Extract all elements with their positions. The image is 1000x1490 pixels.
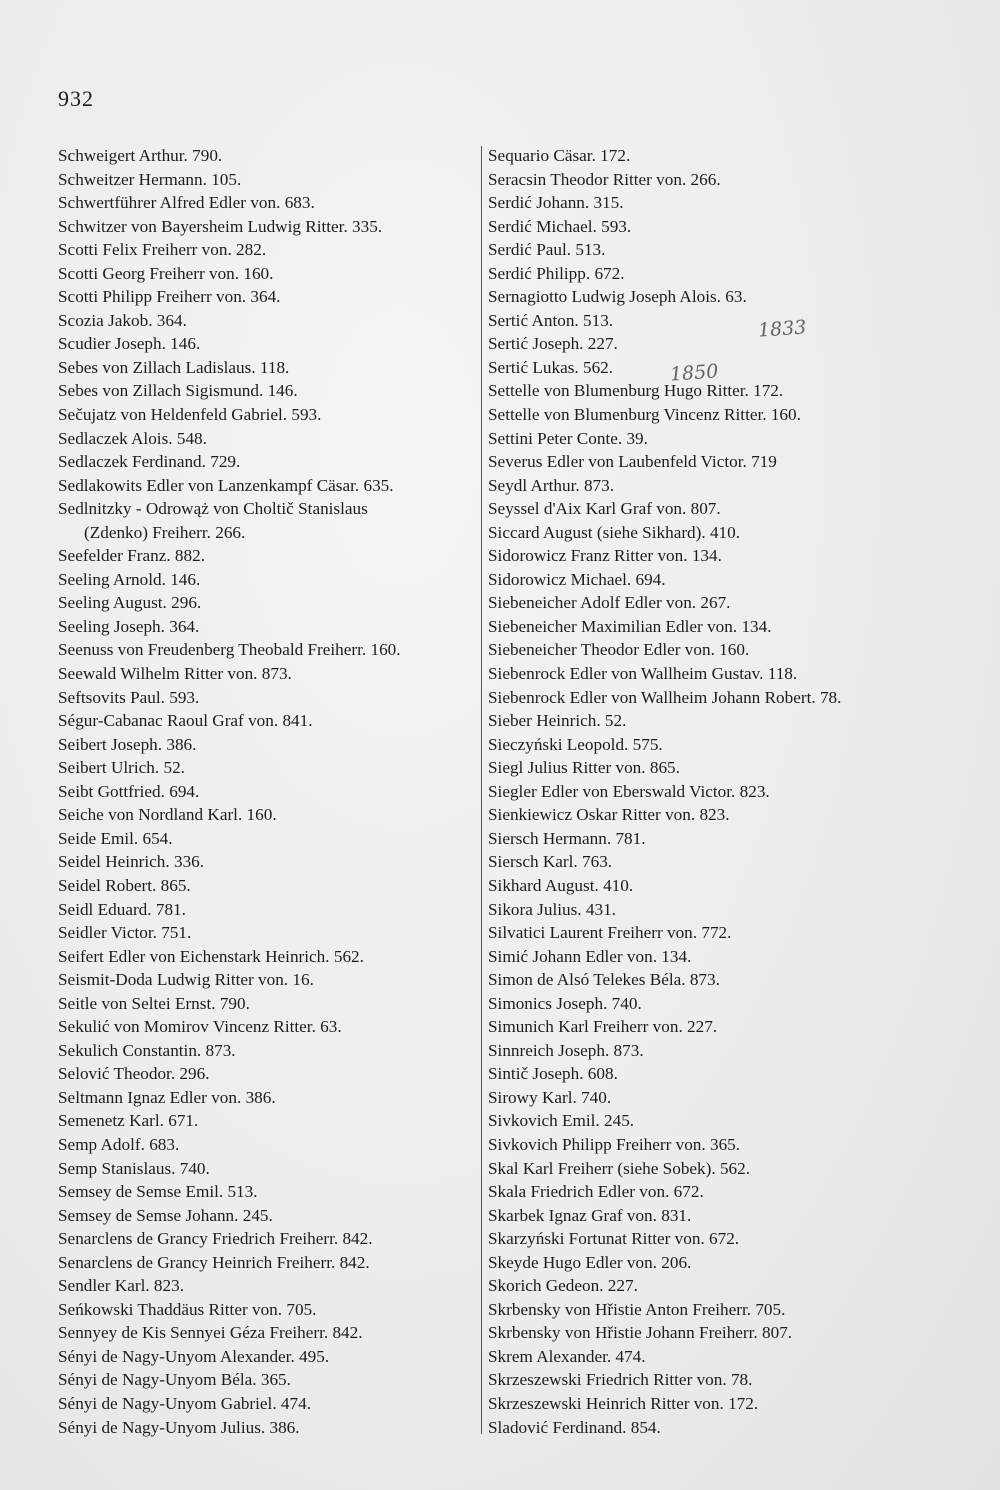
index-entry: Sényi de Nagy-Unyom Julius. 386. [58,1417,300,1437]
index-entry: Sivkovich Philipp Freiherr von. 365. [488,1134,741,1154]
index-entry: Skrbensky von Hřistie Anton Freiherr. 705. [488,1299,786,1319]
index-entry: Simić Johann Edler von. 134. [488,946,692,966]
index-entry: Sikora Julius. 431. [488,899,616,919]
index-entry: Sidorowicz Franz Ritter von. 134. [488,546,722,566]
index-entry: Senarclens de Grancy Heinrich Freiherr. 842. [58,1252,370,1272]
index-entry: Sieber Heinrich. 52. [488,711,627,731]
index-entry: Seiche von Nordland Karl. 160. [58,805,277,825]
index-entry: Sendler Karl. 823. [58,1276,185,1296]
index-entry: Seismit-Doda Ludwig Ritter von. 16. [58,970,314,990]
column-divider [481,146,482,1434]
index-entry: Seydl Arthur. 873. [488,475,615,495]
index-entry: Simunich Karl Freiherr von. 227. [488,1017,718,1037]
index-entry: Selović Theodor. 296. [58,1064,210,1084]
index-entry: Seewald Wilhelm Ritter von. 873. [58,664,292,684]
index-entry: Skrbensky von Hřistie Johann Freiherr. 807. [488,1323,793,1343]
index-column-right [488,144,958,1439]
index-entry: Sekulich Constantin. 873. [58,1040,236,1060]
index-entry: Semsey de Semse Johann. 245. [58,1205,273,1225]
index-entry: Serdić Paul. 513. [488,240,606,260]
index-entry: Seidl Eduard. 781. [58,899,186,919]
index-entry: Schwertführer Alfred Edler von. 683. [58,193,315,213]
index-entry: Skal Karl Freiherr (siehe Sobek). 562. [488,1158,751,1178]
index-entry: Ségur-Cabanac Raoul Graf von. 841. [58,711,313,731]
index-entry: Settelle von Blumenburg Hugo Ritter. 172. [488,381,784,401]
index-entry: Sikhard August. 410. [488,875,634,895]
index-entry: Sladović Ferdinand. 854. [488,1417,661,1437]
index-entry: Schweitzer Hermann. 105. [58,169,242,189]
index-entry: Sečujatz von Heldenfeld Gabriel. 593. [58,405,322,425]
index-entry: Seidel Robert. 865. [58,875,191,895]
index-entry: Sedlaczek Alois. 548. [58,428,207,448]
index-entry: Senarclens de Grancy Friedrich Freiherr. 842. [58,1229,373,1249]
index-entry: Sekulić von Momirov Vincenz Ritter. 63. [58,1017,342,1037]
index-entry: Sényi de Nagy-Unyom Gabriel. 474. [58,1393,311,1413]
index-column-left [58,144,476,1439]
index-entry: Sertić Anton. 513. [488,310,614,330]
index-entry: Sintič Joseph. 608. [488,1064,618,1084]
index-entry: Skala Friedrich Edler von. 672. [488,1182,704,1202]
index-entry: Sebes von Zillach Sigismund. 146. [58,381,298,401]
index-entry: Sidorowicz Michael. 694. [488,569,666,589]
index-entry: Skarbek Ignaz Graf von. 831. [488,1205,692,1225]
index-entry: Sényi de Nagy-Unyom Béla. 365. [58,1370,291,1390]
index-entry: Silvatici Laurent Freiherr von. 772. [488,923,732,943]
index-entry: Simon de Alsó Telekes Béla. 873. [488,970,720,990]
index-entry: Siebeneicher Maximilian Edler von. 134. [488,616,772,636]
index-entry: Settelle von Blumenburg Vincenz Ritter. 160. [488,405,801,425]
index-entry: Siebeneicher Theodor Edler von. 160. [488,640,750,660]
index-entry: Semp Stanislaus. 740. [58,1158,210,1178]
index-entry: Siegler Edler von Eberswald Victor. 823. [488,781,770,801]
index-entry: Seifert Edler von Eichenstark Heinrich. 562. [58,946,364,966]
index-entry: Siersch Hermann. 781. [488,828,646,848]
index-entry: Seftsovits Paul. 593. [58,687,200,707]
index-entry: Simonics Joseph. 740. [488,993,642,1013]
index-entry: Serdić Johann. 315. [488,193,624,213]
index-entry: Seracsin Theodor Ritter von. 266. [488,169,721,189]
index-entry: Seefelder Franz. 882. [58,546,205,566]
index-entry: Scotti Georg Freiherr von. 160. [58,263,274,283]
index-entry: Seide Emil. 654. [58,828,173,848]
index-entry: Schweigert Arthur. 790. [58,146,223,165]
index-entry: Sedlaczek Ferdinand. 729. [58,452,241,472]
index-entry: Sedlnitzky - Odrowąż von Choltič Stanislaus [58,499,368,519]
index-entry: Seeling Joseph. 364. [58,616,200,636]
index-entry: Seitle von Seltei Ernst. 790. [58,993,250,1013]
index-entry: Skarzyński Fortunat Ritter von. 672. [488,1229,740,1249]
index-entry: Scotti Philipp Freiherr von. 364. [58,287,281,307]
index-entry: Siebeneicher Adolf Edler von. 267. [488,593,731,613]
index-entry: Semp Adolf. 683. [58,1134,180,1154]
index-entry: Severus Edler von Laubenfeld Victor. 719 [488,452,777,472]
index-entry: Seeling Arnold. 146. [58,569,201,589]
index-entry: Scozia Jakob. 364. [58,310,187,330]
index-entry: Seibert Joseph. 386. [58,734,197,754]
index-entry: Semenetz Karl. 671. [58,1111,199,1131]
index-entry: Skrzeszewski Friedrich Ritter von. 78. [488,1370,753,1390]
index-entry: Sertić Lukas. 562. [488,357,614,377]
index-entry: Serdić Philipp. 672. [488,263,625,283]
index-entry: Sequario Cäsar. 172. [488,146,631,165]
index-entry: Siebenrock Edler von Wallheim Johann Robert. 78. [488,687,842,707]
index-entry: Serdić Michael. 593. [488,216,632,236]
index-entry: Seltmann Ignaz Edler von. 386. [58,1087,276,1107]
index-entry: Sieczyński Leopold. 575. [488,734,663,754]
index-entry: Settini Peter Conte. 39. [488,428,648,448]
index-entry: Seyssel d'Aix Karl Graf von. 807. [488,499,721,519]
index-entry: Seidler Victor. 751. [58,923,192,943]
index-entry: (Zdenko) Freiherr. 266. [84,522,246,542]
index-entry: Sinnreich Joseph. 873. [488,1040,644,1060]
index-entry: Skorich Gedeon. 227. [488,1276,638,1296]
index-entry: Semsey de Semse Emil. 513. [58,1182,258,1202]
index-entry: Seibt Gottfried. 694. [58,781,200,801]
index-entry: Skrem Alexander. 474. [488,1346,646,1366]
handwritten-note: 1833 [757,316,808,342]
index-entry: Seenuss von Freudenberg Theobald Freiherr. 160. [58,640,401,660]
index-entry: Sebes von Zillach Ladislaus. 118. [58,357,290,377]
index-entry: Sirowy Karl. 740. [488,1087,612,1107]
index-entry: Sertić Joseph. 227. [488,334,618,354]
index-entry: Sedlakowits Edler von Lanzenkampf Cäsar. 635. [58,475,394,495]
index-entry: Scotti Felix Freiherr von. 282. [58,240,267,260]
index-entry: Sienkiewicz Oskar Ritter von. 823. [488,805,730,825]
index-entry: Schwitzer von Bayersheim Ludwig Ritter. 335. [58,216,383,236]
page-number: 932 [58,86,94,111]
index-entry: Sennyey de Kis Sennyei Géza Freiherr. 842. [58,1323,363,1343]
index-entry: Siccard August (siehe Sikhard). 410. [488,522,741,542]
handwritten-note: 1850 [669,360,720,386]
index-entry: Scudier Joseph. 146. [58,334,201,354]
index-entry: Seidel Heinrich. 336. [58,852,205,872]
index-entry: Skeyde Hugo Edler von. 206. [488,1252,692,1272]
index-entry: Siegl Julius Ritter von. 865. [488,758,680,778]
index-entry: Siebenrock Edler von Wallheim Gustav. 118. [488,664,798,684]
index-entry: Skrzeszewski Heinrich Ritter von. 172. [488,1393,759,1413]
index-entry: Seeling August. 296. [58,593,202,613]
index-entry: Seibert Ulrich. 52. [58,758,185,778]
index-entry: Sényi de Nagy-Unyom Alexander. 495. [58,1346,330,1366]
index-entry: Sernagiotto Ludwig Joseph Alois. 63. [488,287,747,307]
index-entry: Seńkowski Thaddäus Ritter von. 705. [58,1299,317,1319]
index-entry: Sivkovich Emil. 245. [488,1111,635,1131]
index-entry: Siersch Karl. 763. [488,852,613,872]
